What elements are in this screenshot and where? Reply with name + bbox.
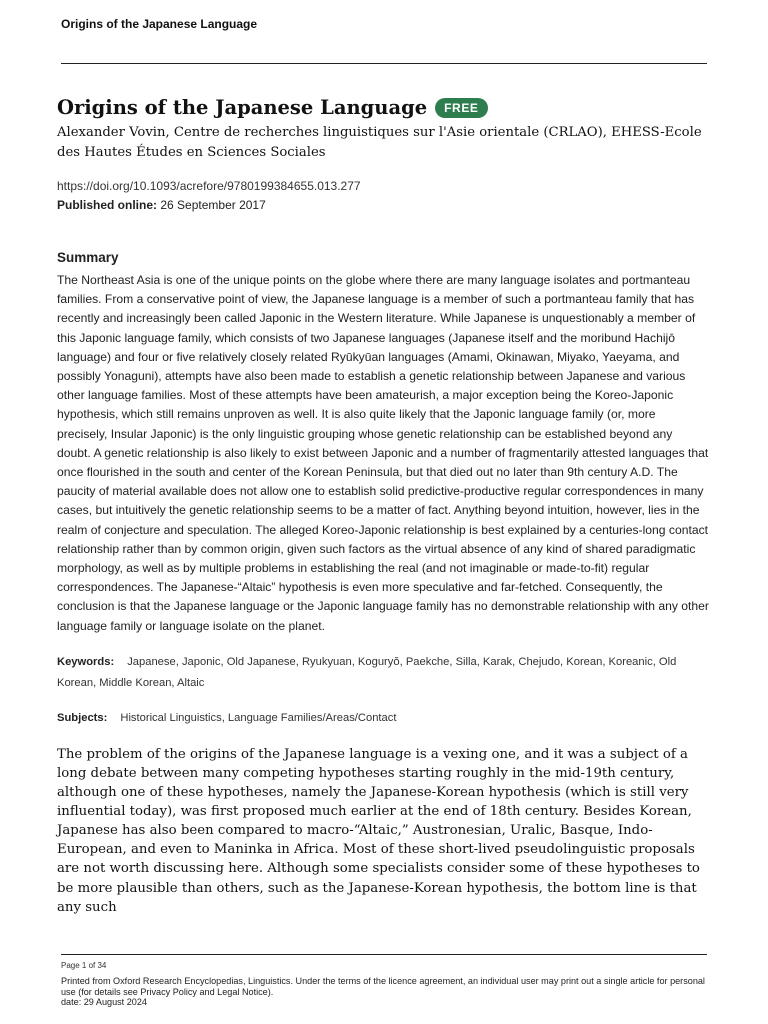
summary-text: The Northeast Asia is one of the unique points on the globe where there are many language isolates and portmanteau families. From a conservative point of view, the Japanese language is a member of such a portmanteau family that has recently and increasingly been called Japonic in the Western literature. While Japanese is unquestionably a member of this Japonic language family, which consists of two Japanese languages (Japanese itself and the moribund Hachijō language) and four or five relatively closely related Ryūkyūan languages (Amami, Okinawan, Miyako, Yaeyama, and possibly Yonaguni), attempts have also been made to establish a genetic relationship between Japanese and various other language families. Most of these attempts have been amateurish, a major exception being the Koreo-Japonic hypothesis, which still remains unproven as well. It is also quite likely that the Japonic language family (or, more precisely, Insular Japonic) is the only linguistic grouping whose genetic relationship can be established beyond any doubt. A genetic relationship is also likely to exist between Japonic and a number of fragmentarily attested languages that once flourished in the south and center of the Korean Peninsula, but that died out no later than 9th century A.D. The paucity of material available does not allow one to establish solid predictive-productive regular correspondences in many cases, but intuitively the genetic relationship seems to be a matter of fact. Anything beyond intuition, however, lies in the realm of conjecture and speculation. The alleged Koreo-Japonic relationship is best explained by a centuries-long contact relationship rather than by common origin, given such factors as the virtual absence of any kind of shared paradigmatic morphology, as well as by multiple problems in establishing the real (and not imaginable or made-to-fit) regular correspondences. The Japanese-“Altaic” hypothesis is even more speculative and far-fetched. Consequently, the conclusion is that the Japanese language or the Japonic language family has no demonstrable relationship with any other language family or language isolate on the planet. <box>57 273 709 633</box>
published-date: 26 September 2017 <box>160 198 266 212</box>
keywords-row <box>57 652 709 694</box>
article-title: Origins of the Japanese Language <box>57 96 428 119</box>
page-number: Page 1 of 34 <box>61 961 107 970</box>
licence-notice: Printed from Oxford Research Encyclopedias, Linguistics. Under the terms of the licence agreement, an individual user may print out a single article for personal use (for details see Privacy Policy and Legal Notice). <box>61 976 705 997</box>
print-date: date: 29 August 2024 <box>61 997 147 1008</box>
running-header: Origins of the Japanese Language <box>61 17 258 31</box>
keywords-label: Keywords: <box>57 655 115 668</box>
footer-notice <box>61 976 709 1008</box>
article <box>57 96 709 917</box>
footer-divider <box>61 954 707 955</box>
header-divider <box>61 63 707 64</box>
subjects-label: Subjects: <box>57 711 108 724</box>
subjects-value: Historical Linguistics, Language Families/Areas/Contact <box>120 711 397 724</box>
author-affiliation: Alexander Vovin, Centre de recherches linguistiques sur l'Asie orientale (CRLAO), EHESS-Ecole des Hautes Études en Sciences Sociales <box>57 125 702 160</box>
published-online <box>57 198 709 212</box>
summary-heading: Summary <box>57 250 119 265</box>
published-label: Published online: <box>57 198 158 212</box>
title-row <box>57 96 709 119</box>
doi-link[interactable]: https://doi.org/10.1093/acrefore/9780199384655.013.277 <box>57 179 361 193</box>
keywords-value: Japanese, Japonic, Old Japanese, Ryukyuan, Koguryŏ, Paekche, Silla, Karak, Chejudo, Korean, Koreanic, Old Korean, Middle Korean, Altaic <box>57 655 677 689</box>
subjects-row <box>57 708 709 729</box>
body-paragraph: The problem of the origins of the Japanese language is a vexing one, and it was a subject of a long debate between many competing hypotheses starting roughly in the mid-19th century, although one of these hypotheses, namely the Japanese-Korean hypothesis (which is still very influential today), was first proposed much earlier at the end of 18th century. Besides Korean, Japanese has also been compared to macro-“Altaic,” Austronesian, Uralic, Basque, Indo-European, and even to Maninka in Africa. Most of these short-lived pseudolinguistic proposals are not worth discussing here. Although some specialists consider some of these hypotheses to be more plausible than others, such as the Japanese-Korean hypothesis, the bottom line is that any such <box>57 746 700 915</box>
free-badge: FREE <box>435 98 487 118</box>
